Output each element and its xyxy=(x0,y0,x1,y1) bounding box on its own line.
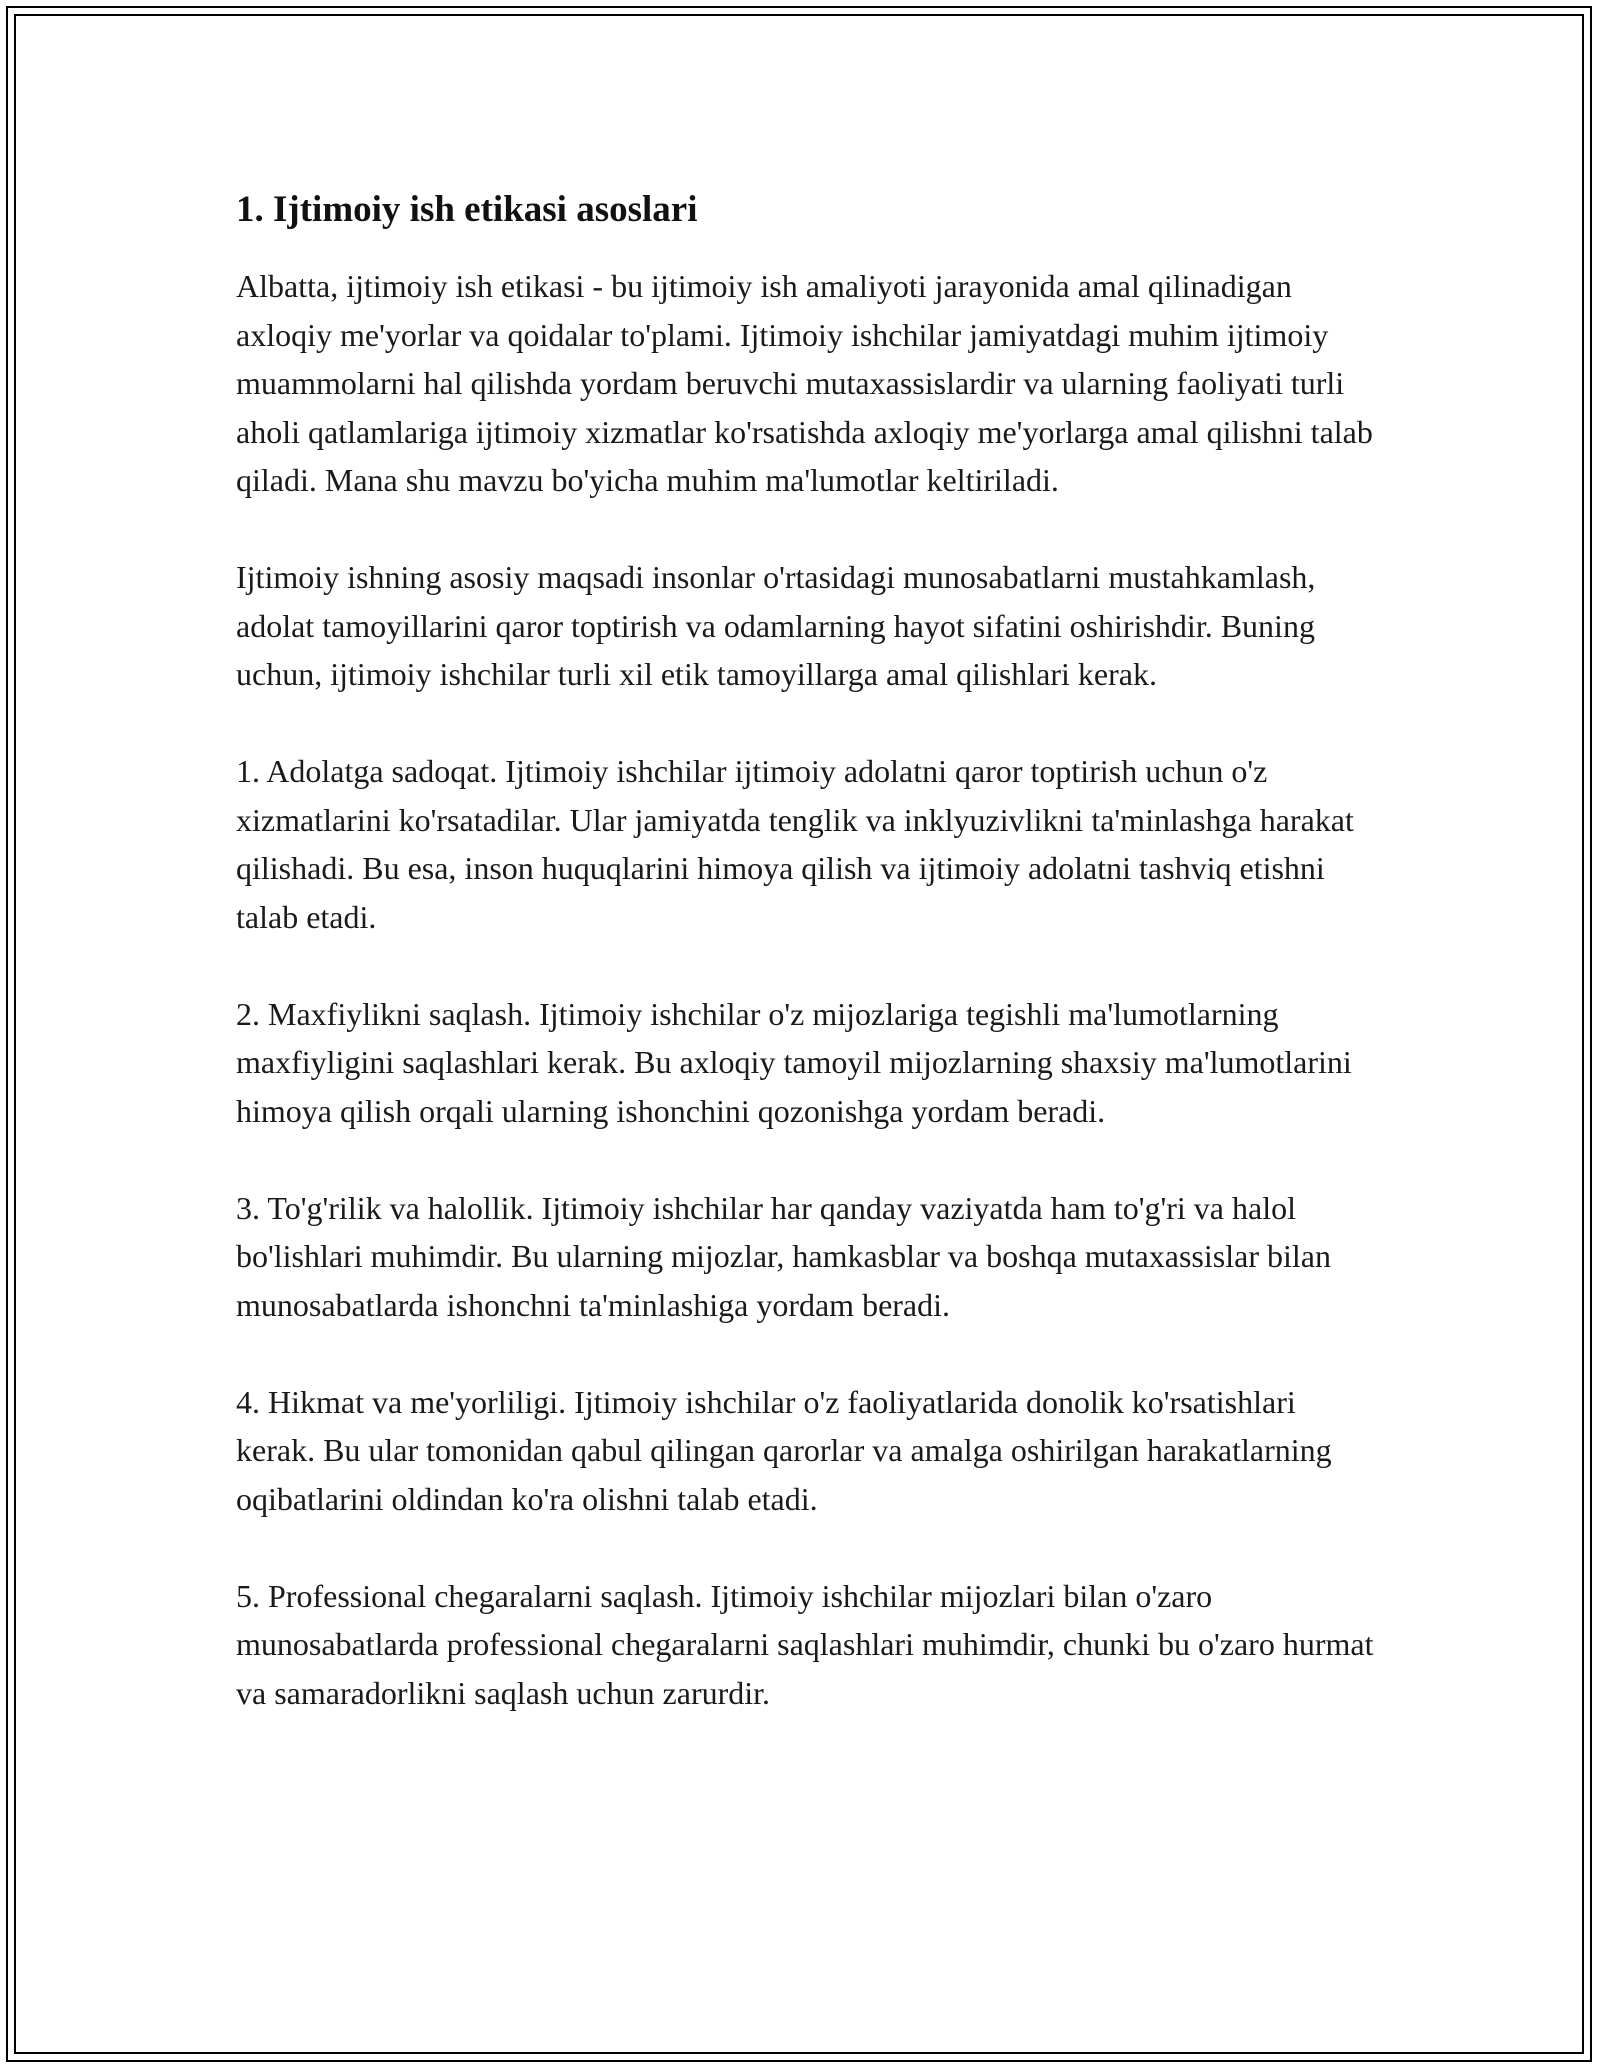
page-title: 1. Ijtimoiy ish etikasi asoslari xyxy=(236,189,698,230)
paragraph-principle-1: 1. Adolatga sadoqat. Ijtimoiy ishchilar ijtimoiy adolatni qaror toptirish uchun o'z xizmatlarini ko'rsatadilar. Ular jamiyatda tenglik va inklyuzivlikni ta'minlashga harakat qilishadi. Bu esa, inson huquqlarini himoya qilish va ijtimoiy adolatni tashviq etishni talab etadi. xyxy=(236,753,1354,935)
document-body xyxy=(236,186,1376,1766)
paragraph-purpose: Ijtimoiy ishning asosiy maqsadi insonlar o'rtasidagi munosabatlarni mustahkamlash, adolat tamoyillarini qaror toptirish va odamlarning hayot sifatini oshirishdir. Buning uchun, ijtimoiy ishchilar turli xil etik tamoyillarga amal qilishlari kerak. xyxy=(236,559,1316,692)
paragraph-intro: Albatta, ijtimoiy ish etikasi - bu ijtimoiy ish amaliyoti jarayonida amal qilinadigan axloqiy me'yorlar va qoidalar to'plami. Ijtimoiy ishchilar jamiyatdagi muhim ijtimoiy muammolarni hal qilishda yordam beruvchi mutaxassislardir va ularning faoliyati turli aholi qatlamlariga ijtimoiy xizmatlar ko'rsatishda axloqiy me'yorlarga amal qilishni talab qiladi. Mana shu mavzu bo'yicha muhim ma'lumotlar keltiriladi. xyxy=(236,268,1373,498)
paragraph-principle-4: 4. Hikmat va me'yorliligi. Ijtimoiy ishchilar o'z faoliyatlarida donolik ko'rsatishlari kerak. Bu ular tomonidan qabul qilingan qarorlar va amalga oshirilgan harakatlarning oqibatlarini oldindan ko'ra olishni talab etadi. xyxy=(236,1383,1332,1517)
paragraph-principle-3: 3. To'g'rilik va halollik. Ijtimoiy ishchilar har qanday vaziyatda ham to'g'ri va halol bo'lishlari muhimdir. Bu ularning mijozlar, hamkasblar va boshqa mutaxassislar bilan munosabatlarda ishonchni ta'minlashiga yordam beradi. xyxy=(236,1189,1331,1323)
paragraph-principle-2: 2. Maxfiylikni saqlash. Ijtimoiy ishchilar o'z mijozlariga tegishli ma'lumotlarning maxfiyligini saqlashlari kerak. Bu axloqiy tamoyil mijozlarning shaxsiy ma'lumotlarini himoya qilish orqali ularning ishonchini qozonishga yordam beradi. xyxy=(236,995,1352,1129)
paragraph-principle-5: 5. Professional chegaralarni saqlash. Ijtimoiy ishchilar mijozlari bilan o'zaro munosabatlarda professional chegaralarni saqlashlari muhimdir, chunki bu o'zaro hurmat va samaradorlikni saqlash uchun zarurdir. xyxy=(236,1577,1374,1711)
